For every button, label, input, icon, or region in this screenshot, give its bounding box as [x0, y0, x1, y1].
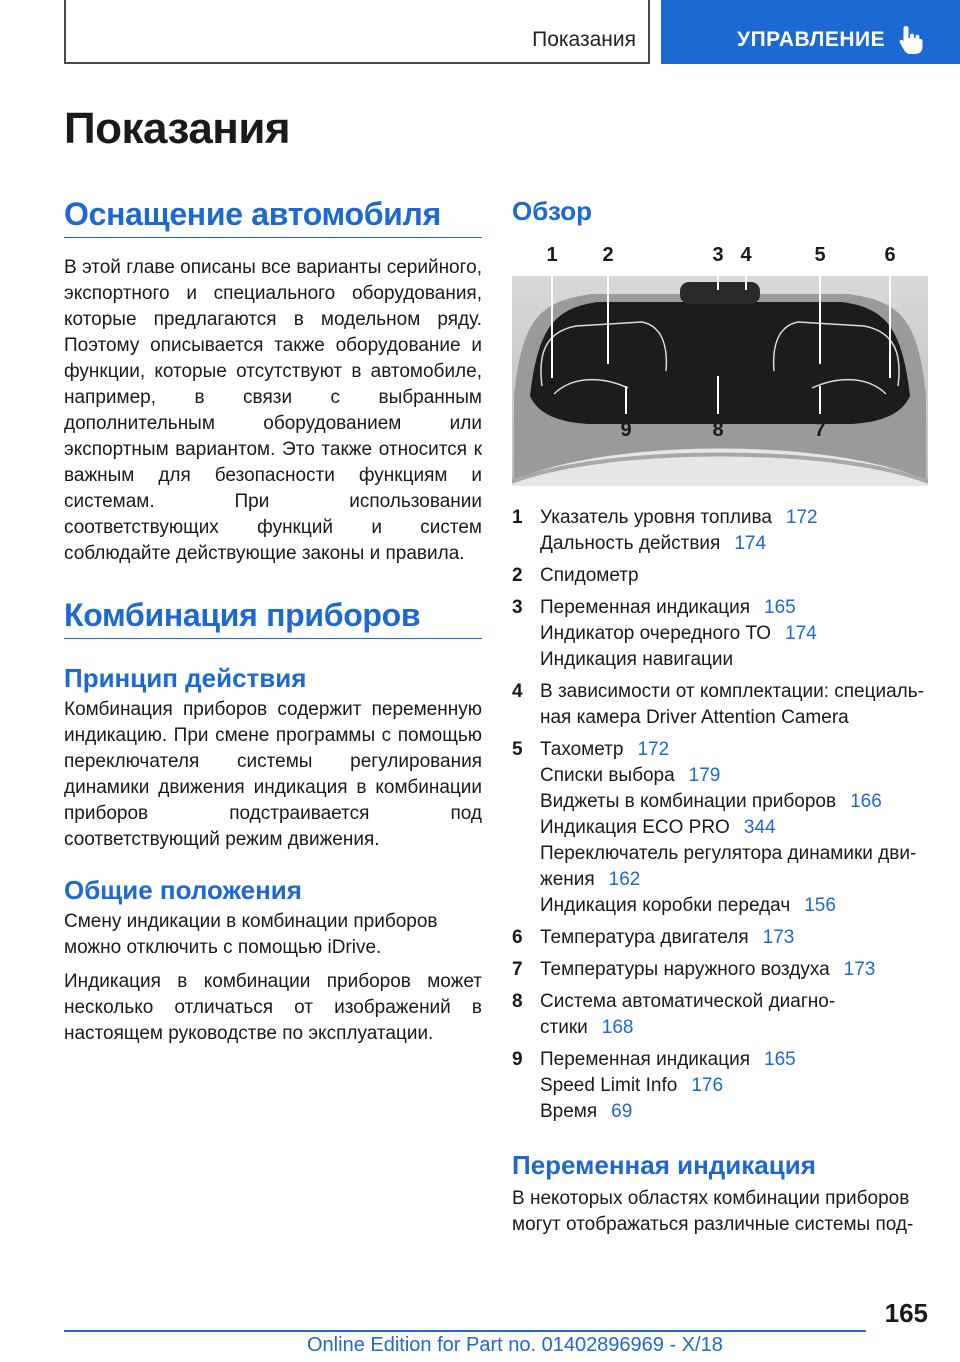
left-column	[64, 194, 482, 1047]
legend-number: 4	[512, 681, 523, 702]
principle-heading: Принцип действия	[64, 663, 307, 693]
legend-item	[512, 1044, 930, 1128]
legend-body	[540, 734, 930, 922]
legend-line	[540, 925, 930, 951]
page-reference-link[interactable]: 173	[843, 959, 876, 980]
page-reference-link[interactable]: 174	[734, 533, 767, 554]
legend-line	[540, 841, 930, 867]
footer-edition: Online Edition for Part no. 01402896969 - X/18	[307, 1334, 723, 1356]
principle-text: Комбинация приборов содержит переменную индикацию. При смене программы с помощью переключателя системы регулирования динамики движения индикация в комбинации приборов подстраивается под соответствующий режим движения.	[64, 699, 482, 850]
legend-text: Индикатор очередного ТО	[540, 623, 771, 644]
page-title: Показания	[64, 104, 291, 153]
callout-6: 6	[884, 246, 896, 266]
legend-line	[540, 867, 930, 893]
header-section-label: Показания	[532, 28, 636, 51]
page-reference-link[interactable]: 344	[743, 817, 776, 838]
legend-body	[540, 592, 930, 676]
legend-text: Система автоматической диагно-	[540, 991, 836, 1012]
legend-line	[540, 789, 930, 815]
page-reference-link[interactable]: 162	[608, 869, 641, 890]
legend-item	[512, 676, 930, 734]
legend-line	[540, 505, 930, 531]
callout-4: 4	[740, 246, 752, 266]
equipment-text: В этой главе описаны все варианты серийного, экспортного и специального оборудования, которые предлагаются в модельном ряду. Поэтому описывается также оборудование и функции, которые отсутствуют в автомобиле, например, в связи с выбранным дополнительным оборудованием или экспортным вариантом. Это также относится к важным для безопасности функциям и системам. При использовании соответствующих функций и систем соблюдайте действующие законы и правила.	[64, 257, 482, 564]
legend-number: 8	[512, 991, 523, 1012]
legend-line	[540, 1047, 930, 1073]
legend-item	[512, 560, 930, 592]
legend-text: Тахометр	[540, 739, 624, 760]
legend-line	[540, 1015, 930, 1041]
instrument-cluster-diagram	[512, 246, 928, 486]
legend-list	[512, 502, 930, 1128]
legend-body	[540, 986, 930, 1044]
page-reference-link[interactable]: 172	[785, 507, 818, 528]
legend-number: 7	[512, 959, 523, 980]
legend-line	[540, 531, 930, 557]
equipment-heading: Оснащение автомобиля	[64, 194, 482, 238]
legend-body	[540, 954, 930, 986]
legend-body	[540, 502, 930, 560]
legend-text: жения	[540, 869, 595, 890]
page-reference-link[interactable]: 176	[691, 1075, 724, 1096]
legend-number: 3	[512, 597, 523, 618]
page-reference-link[interactable]: 165	[764, 597, 796, 618]
legend-line	[540, 957, 930, 983]
legend-body	[540, 922, 930, 954]
general-heading: Общие положения	[64, 875, 302, 905]
legend-text: Указатель уровня топлива	[540, 507, 772, 528]
legend-line	[540, 989, 930, 1015]
legend-number: 1	[512, 507, 523, 528]
legend-text: Переключатель регулятора динамики дви-	[540, 843, 917, 864]
legend-number: 6	[512, 927, 523, 948]
legend-text: Дальность действия	[540, 533, 721, 554]
legend-line	[540, 705, 930, 731]
callout-8: 8	[712, 419, 724, 441]
legend-body	[540, 560, 930, 592]
legend-text: ная камера Driver Attention Camera	[540, 707, 849, 728]
header-chapter-label: УПРАВЛЕНИЕ	[737, 28, 886, 51]
legend-line	[540, 893, 930, 919]
legend-line	[540, 647, 930, 673]
legend-item	[512, 986, 930, 1044]
page-reference-link[interactable]: 69	[611, 1101, 633, 1122]
page-reference-link[interactable]: 179	[688, 765, 721, 786]
cluster-illustration	[512, 246, 928, 486]
right-column	[512, 194, 930, 1238]
overview-heading: Обзор	[512, 196, 592, 226]
legend-line	[540, 595, 930, 621]
page-reference-link[interactable]: 168	[601, 1017, 634, 1038]
page-reference-link[interactable]: 156	[804, 895, 836, 916]
legend-body	[540, 1044, 930, 1128]
page-reference-link[interactable]: 174	[785, 623, 817, 644]
legend-item	[512, 734, 930, 922]
legend-text: Время	[540, 1101, 598, 1122]
legend-text: стики	[540, 1017, 588, 1038]
legend-text: Индикация коробки передач	[540, 895, 791, 916]
callout-1: 1	[546, 246, 558, 266]
general-text-1: Смену индикации в комбинации приборов можно отключить с помощью iDrive.	[64, 911, 438, 958]
legend-text: Температуры наружного воздуха	[540, 959, 830, 980]
variable-heading: Переменная индикация	[512, 1150, 816, 1180]
page-reference-link[interactable]: 173	[762, 927, 795, 948]
legend-number: 2	[512, 565, 523, 586]
callout-7: 7	[814, 419, 826, 441]
legend-item	[512, 592, 930, 676]
legend-text: Индикация навигации	[540, 649, 734, 670]
header-chapter-tab[interactable]	[661, 0, 960, 64]
legend-line	[540, 763, 930, 789]
page-reference-link[interactable]: 172	[637, 739, 670, 760]
legend-number: 9	[512, 1049, 523, 1070]
page-number: 165	[884, 1298, 928, 1328]
legend-line	[540, 1099, 930, 1125]
callout-2: 2	[602, 246, 614, 266]
legend-text: Переменная индикация	[540, 597, 750, 618]
legend-text: Переменная индикация	[540, 1049, 750, 1070]
general-text-2: Индикация в комбинации приборов может несколько отличаться от изображений в настоящем руководстве по эксплуатации.	[64, 971, 482, 1044]
legend-line	[540, 737, 930, 763]
legend-text: Виджеты в комбинации приборов	[540, 791, 837, 812]
variable-text: В некоторых областях комбинации приборов могут отображаться различные системы под-	[512, 1188, 914, 1235]
legend-text: Списки выбора	[540, 765, 675, 786]
legend-line	[540, 815, 930, 841]
legend-number: 5	[512, 739, 523, 760]
legend-text: В зависимости от комплектации: специаль-	[540, 681, 924, 702]
callout-5: 5	[814, 246, 826, 266]
legend-line	[540, 621, 930, 647]
cluster-heading: Комбинация приборов	[64, 595, 482, 639]
legend-line	[540, 1073, 930, 1099]
legend-text: Индикация ECO PRO	[540, 817, 730, 838]
legend-item	[512, 922, 930, 954]
page-reference-link[interactable]: 165	[764, 1049, 796, 1070]
legend-text: Температура двигателя	[540, 927, 749, 948]
legend-line	[540, 679, 930, 705]
header-section-tab	[64, 0, 650, 64]
callout-3: 3	[712, 246, 724, 266]
page-reference-link[interactable]: 166	[850, 791, 882, 812]
callout-9: 9	[620, 419, 632, 441]
legend-item	[512, 954, 930, 986]
legend-text: Speed Limit Info	[540, 1075, 678, 1096]
legend-item	[512, 502, 930, 560]
hand-pointer-icon	[897, 24, 925, 56]
footer-divider	[64, 1330, 866, 1332]
legend-text: Спидометр	[540, 565, 639, 586]
legend-body	[540, 676, 930, 734]
legend-line	[540, 563, 930, 589]
